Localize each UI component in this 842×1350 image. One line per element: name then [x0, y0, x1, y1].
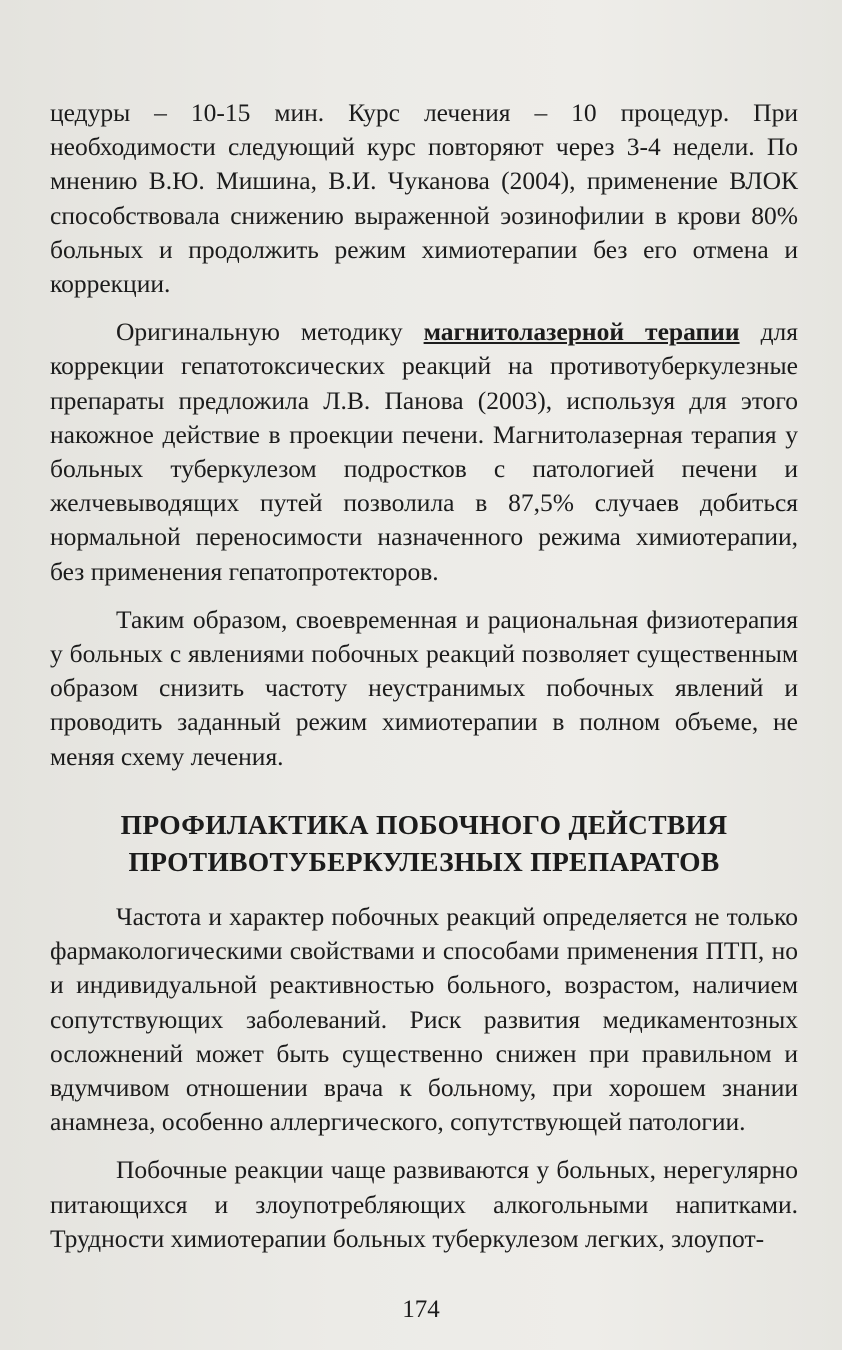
section-heading-line-2: ПРОТИВОТУБЕРКУЛЕЗНЫХ ПРЕПАРАТОВ [128, 846, 720, 877]
section-heading [50, 806, 798, 880]
body-text-bottom [50, 900, 798, 1270]
section-heading-line-1: ПРОФИЛАКТИКА ПОБОЧНОГО ДЕЙСТВИЯ [120, 809, 728, 840]
term-magnetolaser-therapy: магнитолазерной терапии [423, 317, 740, 347]
paragraph-side-effect-risk-groups: Побочные реакции чаще развиваются у больных, нерегулярно питающихся и злоупотребляющих алкогольными напитками. Трудности химиотерапии больных туберкулезом легких, злоупот- [50, 1155, 798, 1253]
page-number: 174 [402, 1296, 440, 1323]
paragraph-vlok: цедуры – 10-15 мин. Курс лечения – 10 процедур. При необходимости следующий курс повторяют через 3-4 недели. По мнению В.Ю. Мишина, В.И. Чуканова (2004), применение ВЛОК способствовала снижению выраженной эозинофилии в крови 80% больных и продолжить режим химиотерапии без его отмена и коррекции. [50, 98, 798, 299]
paragraph-conclusion: Таким образом, своевременная и рациональная физиотерапия у больных с явлениями побочных реакций позволяет существенным образом снизить частоту неустранимых побочных явлений и проводить заданный режим химиотерапии в полном объеме, не меняя схему лечения. [50, 604, 798, 771]
paragraph-side-effect-frequency: Частота и характер побочных реакций определяется не только фармакологическими свойствами и способами применения ПТП, но и индивидуальной реактивностью больного, возрастом, наличием сопутствующих заболеваний. Риск развития медикаментозных осложнений может быть существенно снижен при правильном и вдумчивом отношении врача к больному, при хорошем знании анамнеза, особенно аллергического, сопутствующей патологии. [50, 902, 798, 1137]
paragraph-magnetolaser [50, 315, 798, 589]
paragraph-magnetolaser-start: Оригинальную методику [116, 317, 424, 347]
body-text-top [50, 96, 798, 788]
paragraph-magnetolaser-rest: для коррекции гепатотоксических реакций на противотуберкулезные препараты предложила Л.В. Панова (2003), используя для этого накожное действие в проекции печени. Магнитолазерная терапия у больных туберкулезом подростков с патологией печени и желчевыводящих путей позволила в 87,5% случаев добиться нормальной переносимости назначенного режима химиотерапии, без применения гепатопротекторов. [50, 317, 798, 586]
